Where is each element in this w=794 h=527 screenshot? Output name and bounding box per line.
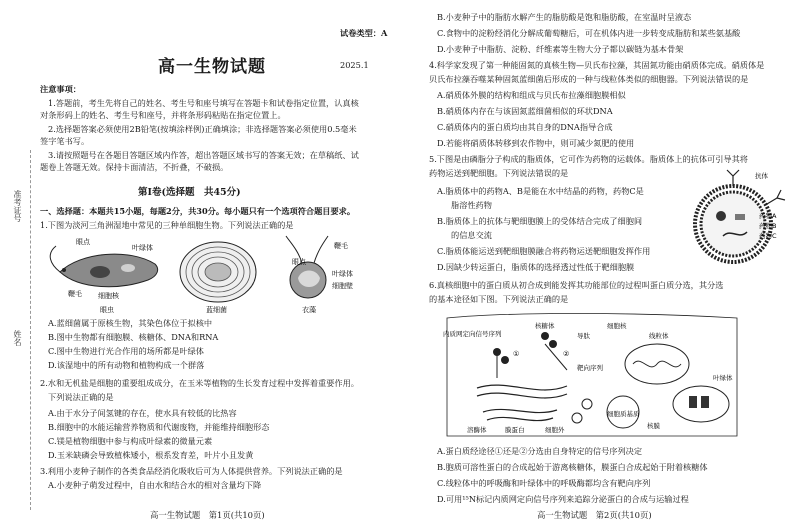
q4-stem-line2: 贝氏布拉藻吞噬某种固氮蓝细菌后形成的一种与线粒体类似的细胞器。下列说法错误的是 <box>429 74 749 84</box>
q5-option-b-line1: B.脂质体上的抗体与靶细胞膜上的受体结合完成了细胞间 <box>437 216 643 226</box>
chlamydomonas-illustration <box>286 236 328 298</box>
note-line: 题卷上答题无效。保持卡面清洁，不折叠，不破损。 <box>40 162 229 172</box>
label-drug-a: 药物A <box>759 212 777 220</box>
q3-option-c: C.食物中的淀粉经消化分解成葡萄糖后，可在机体内进一步转变成脂肪和某些氨基酸 <box>437 28 741 38</box>
label-mitochondrion: 线粒体 <box>649 332 669 340</box>
page-title: 高一生物试题 <box>158 57 266 77</box>
note-line: 对条形码上的姓名、考生号和座号，并将条形码粘贴在指定位置上。 <box>40 110 286 120</box>
side-label-exam-id: 准考证号 <box>13 190 22 222</box>
note-line: 2.选择题答案必须使用2B铅笔(按填涂样例)正确填涂；非选择题答案必须使用0.5毫米 <box>48 124 357 134</box>
q4-option-d: D.若能将硝质体转移到农作物中，则可减少氮肥的使用 <box>437 138 635 148</box>
section-instruction: 一、选择题：本题共15小题，每题2分，共30分。每小题只有一个选项符合题目要求。 <box>40 206 356 216</box>
q5-stem-line1: 5.下图是由磷脂分子构成的脂质体，它可作为药物的运载体。脂质体上的抗体可引导其将 <box>429 154 748 164</box>
page-2 <box>397 0 794 527</box>
q2-option-c: C.镁是植物细胞中参与构成叶绿素的微量元素 <box>48 436 213 446</box>
notes-heading: 注意事项： <box>40 84 81 94</box>
label-eyespot: 眼点 <box>76 238 90 246</box>
q1-option-a: A.蓝细菌属于原核生物，其染色体位于拟核中 <box>48 318 213 328</box>
q5-stem-line2: 药物运送到靶细胞。下列说法错误的是 <box>429 168 569 178</box>
q3-option-a: A.小麦种子萌发过程中，自由水和结合水的相对含量均下降 <box>48 480 262 490</box>
label-cell-wall: 细胞壁 <box>332 282 353 290</box>
label-antibody: 抗体 <box>755 172 768 180</box>
label-targeting-seq: 靶向序列 <box>577 364 603 372</box>
label-route-1: ① <box>513 350 520 358</box>
label-flagellum: 鞭毛 <box>68 290 82 298</box>
euglena-illustration <box>50 246 157 287</box>
q6-option-b: B.胞质可溶性蛋白的合成起始于游离核糖体，膜蛋白合成起始于附着核糖体 <box>437 462 708 472</box>
label-cytosol: 细胞质基质 <box>607 410 640 418</box>
cyanobacterium-illustration <box>180 242 256 302</box>
label-chloroplast: 叶绿体 <box>713 374 733 382</box>
side-label-name: 姓名 <box>13 330 22 346</box>
q2-option-b: B.细胞中的水能运输营养物质和代谢废物，并能维持细胞形态 <box>48 422 270 432</box>
q6-stem-line1: 6.真核细胞中的蛋白质从初合成到能发挥其功能部位的过程叫蛋白质分选，其分选 <box>429 280 724 290</box>
page-2-footer: 高一生物试题 第2页(共10页) <box>537 510 652 520</box>
label-flagellum-2: 鞭毛 <box>334 242 348 250</box>
q1-option-c: C.图中生物进行光合作用的场所都是叶绿体 <box>48 346 204 356</box>
q5-option-c: C.脂质体能运送到靶细胞膜融合将药物运送靶细胞发挥作用 <box>437 246 651 256</box>
label-lysosome: 溶酶体 <box>467 426 487 434</box>
label-leader-peptide: 导肽 <box>577 332 590 340</box>
label-drug-c: 药物C <box>759 232 777 240</box>
q1-figure <box>40 234 390 314</box>
label-nucleus: 细胞核 <box>607 322 627 330</box>
q5-liposome-figure <box>685 166 789 276</box>
q6-option-a: A.蛋白质经途径①还是②分选由自身特定的信号序列决定 <box>437 446 643 456</box>
exam-date: 2025.1 <box>340 60 369 70</box>
q4-option-a: A.硝质体外膜的结构和组成与贝氏布拉藻细胞膜相似 <box>437 90 626 100</box>
note-line: 3.请按照题号在各题目答题区域内作答，超出答题区域书写的答案无效；在草稿纸、试 <box>48 150 359 160</box>
label-membrane-protein: 膜蛋白 <box>505 426 525 434</box>
label-nucleus: 细胞核 <box>98 292 119 300</box>
q5-option-a-line2: 脂溶性药物 <box>451 200 492 210</box>
q4-stem-line1: 4.科学家发现了第一种能固氮的真核生物—贝氏布拉藻，其固氮功能由硝质体完成。硝质体是 <box>429 60 765 70</box>
q1-option-d: D.该湿地中的所有动物和植物构成一个群落 <box>48 360 205 370</box>
q4-option-c: C.硝质体内的蛋白质均由其自身的DNA指导合成 <box>437 122 613 132</box>
q3-option-b: B.小麦种子中的脂肪水解产生的脂肪酸是饱和脂肪酸，在室温时呈液态 <box>437 12 692 22</box>
q1-stem: 1.下图为淡河三角洲湿地中常见的三种单细胞生物。下列说法正确的是 <box>40 220 294 230</box>
label-chloroplast-2: 叶绿体 <box>332 270 353 278</box>
q4-option-b: B.硝质体内存在与该固氮蓝细菌相似的环状DNA <box>437 106 613 116</box>
q2-stem-line2: 下列说法正确的是 <box>48 392 114 402</box>
exam-type: 试卷类型：A <box>340 28 388 38</box>
label-euglena: 眼虫 <box>100 306 114 314</box>
q5-option-a-line1: A.脂质体中的药物A、B是能在水中结晶的药物，药物C是 <box>437 186 644 196</box>
label-chloroplast: 叶绿体 <box>132 244 153 252</box>
label-chlamydomonas: 衣藻 <box>302 306 316 314</box>
q3-stem: 3.利用小麦种子制作的各类食品经消化吸收后可为人体提供营养。下列说法正确的是 <box>40 466 343 476</box>
q2-stem-line1: 2.水和无机盐是细胞的重要组成成分，在玉米等植物的生长发育过程中发挥着重要作用。 <box>40 378 359 388</box>
label-cyanobacteria: 蓝细菌 <box>206 306 227 314</box>
q6-option-c: C.线粒体中的呼吸酶和叶绿体中的呼吸酶都均含有靶向序列 <box>437 478 651 488</box>
q2-option-a: A.由于水分子间氢键的存在，使水具有较低的比热容 <box>48 408 237 418</box>
q6-stem-line2: 的基本途径如下图。下列说法正确的是 <box>429 294 569 304</box>
q5-option-b-line2: 的信息交流 <box>451 230 492 240</box>
note-line: 1.答题前，考生先将自己的姓名、考生号和座号填写在答题卡和试卷指定位置，认真核 <box>48 98 359 108</box>
section-title: 第Ⅰ卷(选择题 共45分) <box>138 187 241 198</box>
label-nuclear-envelope: 核膜 <box>647 422 660 430</box>
label-er-signal: 内质网定向信号序列 <box>443 330 502 338</box>
q5-option-d: D.因缺少转运蛋白，脂质体的选择透过性低于靶细胞膜 <box>437 262 635 272</box>
binding-line <box>30 150 31 510</box>
q3-option-d: D.小麦种子中脂肪、淀粉、纤维素等生物大分子都以碳链为基本骨架 <box>437 44 684 54</box>
label-eyespot-2: 眼点 <box>292 258 306 266</box>
page-1-footer: 高一生物试题 第1页(共10页) <box>150 510 265 520</box>
label-route-2: ② <box>563 350 570 358</box>
q6-sorting-figure <box>437 308 757 442</box>
note-line: 签字笔书写。 <box>40 136 90 146</box>
q2-option-d: D.玉米缺磷会导致植株矮小，根系发育差，叶片小且发黄 <box>48 450 254 460</box>
q6-option-d: D.可用¹⁵N标记内质网定向信号序列来追踪分泌蛋白的合成与运输过程 <box>437 494 689 504</box>
label-extracellular: 细胞外 <box>545 426 565 434</box>
label-drug-b: 药物B <box>759 222 777 230</box>
label-ribosome: 核糖体 <box>535 322 555 330</box>
q1-option-b: B.图中生物都有细胞膜、核糖体、DNA和RNA <box>48 332 219 342</box>
